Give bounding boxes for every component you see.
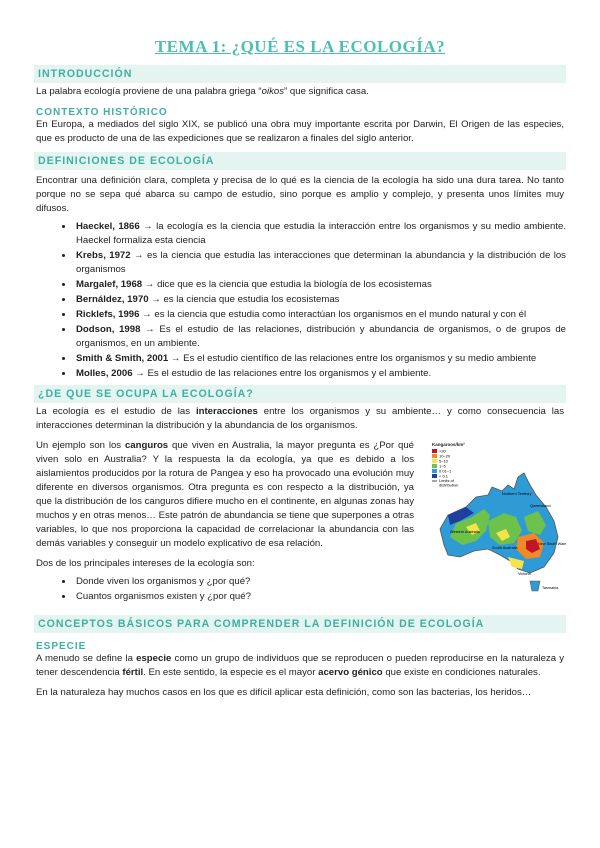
arrow-right-icon: → [139, 221, 157, 232]
legend-label-5: 0.01–1 [439, 468, 452, 474]
kangaroo-map-figure [426, 437, 566, 605]
legend-swatch-2 [432, 454, 437, 458]
ocupa-p1-bold: interacciones [195, 406, 258, 417]
definition-item [74, 307, 566, 322]
legend-label-2: 10–20 [439, 453, 451, 459]
section-heading-introduccion: INTRODUCCIÓN [34, 65, 566, 83]
definition-author: Bernáldez, 1970 [76, 294, 149, 305]
definition-author: Margalef, 1968 [76, 279, 143, 290]
map-label-queensland: Queensland [530, 504, 551, 508]
definition-text: es la ciencia que estudia como interactúan los organismos en el mundo natural y con él [154, 309, 527, 320]
especie-bold-b: especie [136, 653, 172, 664]
arrow-right-icon: → [130, 250, 147, 261]
definition-author: Krebs, 1972 [76, 250, 131, 261]
australia-map [426, 437, 566, 605]
map-label-western-australia: Western Australia [450, 530, 480, 534]
definition-item [74, 366, 566, 381]
map-label-tasmania: Tasmania [542, 586, 559, 590]
definition-item [74, 219, 566, 248]
definition-item [74, 248, 566, 277]
list-item: • Donde viven los organismos y ¿por qué? [74, 574, 566, 589]
list-item: • Cuantos organismos existen y ¿por qué? [74, 589, 566, 604]
definition-item [74, 292, 566, 307]
especie-bold-f: acervo génico [318, 667, 383, 678]
legend-swatch-3 [432, 459, 437, 463]
definition-author: Molles, 2006 [76, 368, 133, 379]
tasmania-shape [530, 581, 540, 591]
ocupa-p2-text-end: que viven en Australia, la mayor pregunta es ¿Por qué viven solo en Australia? Y la respuesta la da ecología, ya que es debido a los aislamientos producidos por la rotura de Pangea y eso ha provocado una evolución muy diferente en diversos organismos. Otra pregunta es con respecto a la distribución, ya que la distribución de los canguros difiere mucho en el continente, en algunas zonas hay muchos y en otras menos… Este patrón de abundancia se tiene que superpones a otras variables, lo que nos proporciona la capacidad de correlacionar la abundancia con las demás variables y conseguir un modelo explicativo de esa relación. [36, 440, 414, 549]
legend-label-4: 1–5 [439, 463, 446, 469]
definition-text: Es el estudio de las relaciones, distribución y abundancia de organismos, o de grupos de organismos, en un ambiente. [76, 324, 566, 349]
ocupa-paragraph-1 [34, 405, 566, 433]
intro-paragraph [34, 85, 566, 99]
page-title: TEMA 1: ¿QUÉ ES LA ECOLOGÍA? [154, 37, 446, 56]
arrow-right-icon: → [142, 279, 158, 290]
especie-text-c: como un grupo de individuos que se reproducen o pueden reproducirse en la naturaleza y tener descendencia [36, 653, 565, 678]
intro-italic-word: oikos [261, 86, 285, 97]
map-label-northern-territory: Northern Territory [502, 492, 532, 496]
definition-author: Smith & Smith, 2001 [76, 353, 169, 364]
section-heading-definiciones: DEFINICIONES DE ECOLOGÍA [34, 152, 566, 170]
definition-text: Es el estudio de las relaciones entre los organismos y el ambiente. [147, 368, 432, 379]
definition-text: la ecología es la ciencia que estudia la interacción entre los organismos y su medio ambiente. Haeckel formaliza esta ciencia [76, 221, 566, 246]
legend-label-8: distribution [439, 482, 459, 488]
especie-text-a: A menudo se define la [36, 653, 137, 664]
section-heading-ocupa: ¿DE QUE SE OCUPA LA ECOLOGÍA? [34, 385, 566, 403]
ocupa-p1-text-end: entre los organismos y su ambiente… y como consecuencia las interacciones determinan la distribución y la abundancia de los organismos. [36, 406, 564, 431]
definition-author: Dodson, 1998 [76, 324, 141, 335]
intro-text: La palabra ecología proviene de una palabra griega “ [36, 86, 262, 97]
definition-item [74, 277, 566, 292]
legend-label-3: 5–10 [439, 458, 448, 464]
definition-text: Es el estudio científico de las relaciones entre los organismos y su medio ambiente [183, 353, 537, 364]
definition-text: es la ciencia que estudia los ecosistemas [163, 294, 340, 305]
contexto-paragraph: En Europa, a mediados del siglo XIX, se publicó una obra muy importante escrita por Darwin, El Origen de las especies, que es producto de una de las expediciones que se realizaron a finales del siglo anterior. [36, 119, 564, 144]
section-heading-contexto: CONTEXTO HISTÓRICO [36, 107, 168, 118]
section-heading-conceptos: CONCEPTOS BÁSICOS PARA COMPRENDER LA DEFINICIÓN DE ECOLOGÍA [34, 615, 566, 633]
definition-author: Ricklefs, 1996 [76, 309, 140, 320]
arrow-right-icon: → [132, 368, 148, 379]
especie-text-g: que existe en condiciones naturales. [382, 667, 541, 678]
legend-label-6: < 0.1 [439, 473, 449, 479]
map-label-south-australia: South Australia [492, 546, 518, 550]
definition-text: dice que es la ciencia que estudia la biología de los ecosistemas [157, 279, 432, 290]
especie-paragraph-2: En la naturaleza hay muchos casos en los que es difícil aplicar esta definición, como son las bacterias, los heridos… [36, 687, 532, 698]
definition-item [74, 322, 566, 351]
definition-author: Haeckel, 1866 [76, 221, 140, 232]
section-heading-especie: ESPECIE [36, 641, 87, 652]
ocupa-p1-text: La ecología es el estudio de las [36, 406, 196, 417]
legend-swatch-5 [432, 469, 437, 473]
arrow-right-icon: → [139, 309, 155, 320]
ocupa-paragraph-3: Dos de los principales intereses de la ecología son: [36, 558, 255, 569]
map-label-victoria: Victoria [518, 572, 531, 576]
especie-paragraph-1 [34, 652, 566, 680]
definiciones-list [34, 219, 566, 381]
especie-text-e: . En este sentido, la especie es el mayor [143, 667, 319, 678]
definiciones-paragraph: Encontrar una definición clara, completa y precisa de lo qué es la ciencia de la ecología ha sido una dura tarea. No tanto porque no se sepa qué abarca su campo de estudio, sino porque es amplio y complejo, y presenta unos límites muy difusos. [36, 175, 564, 214]
legend-swatch-4 [432, 464, 437, 468]
legend-label-7: Limits of [439, 478, 454, 483]
legend-label-1: >20 [439, 448, 446, 454]
map-label-new-south-wales: New South Wales [538, 542, 566, 546]
legend-swatch-1 [432, 449, 437, 453]
definition-text: es la ciencia que estudia las interacciones que determinan la abundancia y la distribución de los organismos [76, 250, 566, 275]
map-legend-title: Kangaroos/km² [432, 442, 465, 447]
map-legend [432, 449, 458, 488]
especie-bold-d: fértil [122, 667, 144, 678]
definition-item [74, 351, 566, 366]
ocupa-p2-text: Un ejemplo son los [36, 440, 125, 451]
intro-text-end: ” que significa casa. [284, 86, 369, 97]
arrow-right-icon: → [168, 353, 184, 364]
arrow-right-icon: → [140, 324, 160, 335]
arrow-right-icon: → [148, 294, 164, 305]
ocupa-p2-bold: canguros [124, 440, 169, 451]
legend-swatch-6 [432, 474, 437, 478]
